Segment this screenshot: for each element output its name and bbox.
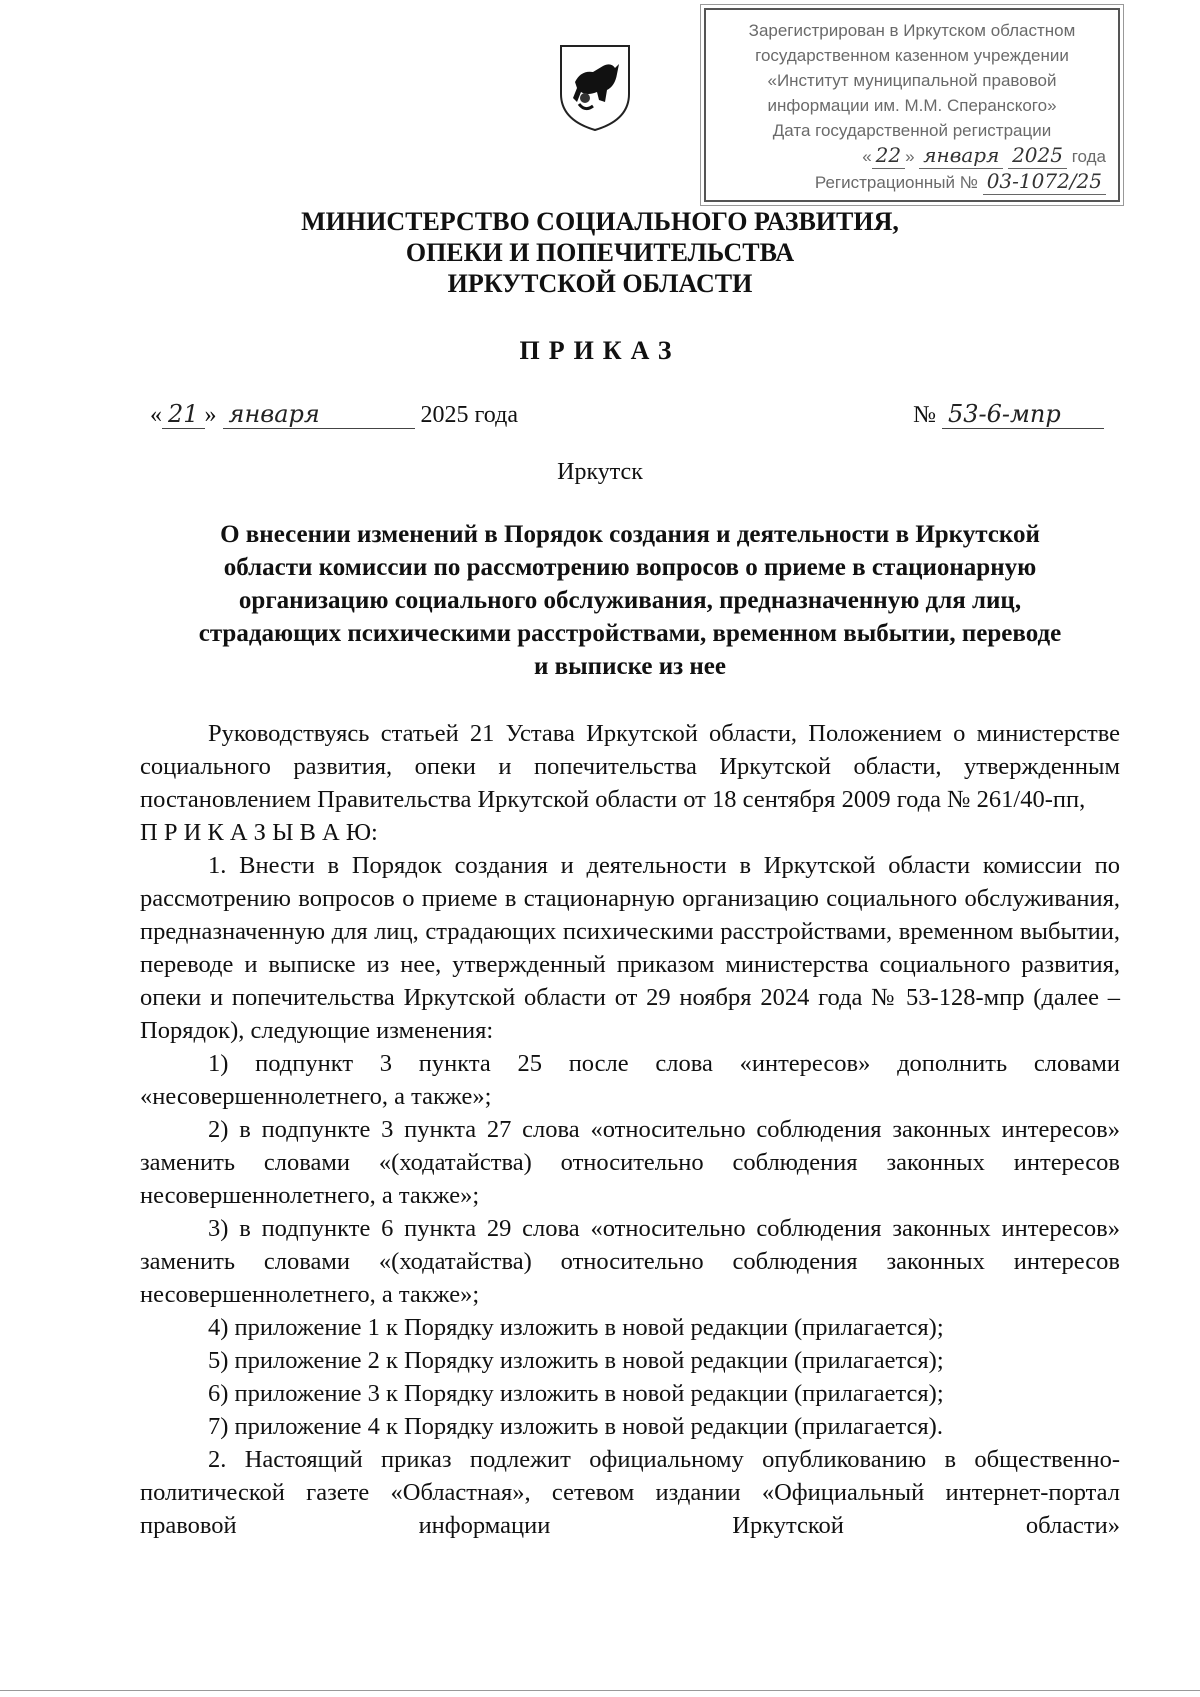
- subitem-3: 3) в подпункте 6 пункта 29 слова «относительно соблюдения законных интересов» заменить словами «(ходатайства) относительно соблюдения законных интересов несовершеннолетнего, а также»;: [140, 1215, 1120, 1308]
- order-title: ПРИКАЗ: [519, 336, 681, 365]
- stamp-reg-number: 03-1072/25: [983, 169, 1106, 195]
- page-bottom-rule: [0, 1690, 1200, 1691]
- item-1-paragraph: 1. Внести в Порядок создания и деятельности в Иркутской области комиссии по рассмотрению вопросов о приеме в стационарную организацию социального обслуживания, предназначенную для лиц, страдающих психическими расстройствами, временном выбытии, переводе и выписке из нее, утвержденный приказом министерства социального развития, опеки и попечительства Иркутской области от 29 ноября 2024 года № 53-128-мпр (далее – Порядок), следующие изменения:: [140, 852, 1120, 1044]
- stamp-registration-number: [706, 169, 1118, 195]
- order-subject: [140, 518, 1120, 683]
- order-number: [913, 400, 1104, 429]
- ministry-line: ОПЕКИ И ПОПЕЧИТЕЛЬСТВА: [405, 238, 795, 267]
- order-date-day: 21: [162, 400, 205, 429]
- order-date-month: января: [223, 400, 415, 429]
- stamp-line: информации им. М.М. Сперанского»: [767, 96, 1057, 115]
- stamp-registration-date: « 22 » января 2025 года: [862, 143, 1106, 167]
- subitem-1: 1) подпункт 3 пункта 25 после слова «интересов» дополнить словами «несовершеннолетнего, а также»;: [140, 1050, 1120, 1110]
- subitem-4: 4) приложение 1 к Порядку изложить в новой редакции (прилагается);: [208, 1314, 944, 1341]
- subject-line: организацию социального обслуживания, предназначенную для лиц,: [238, 587, 1022, 614]
- ministry-header: [0, 206, 1200, 299]
- subject-line: и выписке из нее: [533, 653, 726, 680]
- stamp-date-year: 2025: [1008, 143, 1067, 169]
- stamp-line: государственном казенном учреждении: [755, 46, 1069, 65]
- stamp-date-day: 22: [872, 143, 905, 169]
- stamp-date-month: января: [919, 143, 1003, 169]
- order-date: « 21 » января 2025 года: [150, 400, 518, 428]
- order-date-year: 2025 года: [420, 402, 518, 428]
- order-number-label: №: [913, 402, 936, 428]
- subitem-7: 7) приложение 4 к Порядку изложить в новой редакции (прилагается).: [208, 1413, 943, 1440]
- stamp-line: Зарегистрирован в Иркутском областном: [748, 21, 1076, 40]
- subject-line: О внесении изменений в Порядок создания и деятельности в Иркутской: [220, 521, 1040, 548]
- order-number-value: 53-6-мпр: [942, 400, 1104, 429]
- stamp-line: Дата государственной регистрации: [772, 121, 1052, 140]
- subitem-5: 5) приложение 2 к Порядку изложить в новой редакции (прилагается);: [208, 1347, 944, 1374]
- subitem-6: 6) приложение 3 к Порядку изложить в новой редакции (прилагается);: [208, 1380, 944, 1407]
- item-2-paragraph: 2. Настоящий приказ подлежит официальному опубликованию в общественно-политической газете «Областная», сетевом издании «Официальный интернет-портал правовой информации Иркутской области»: [140, 1446, 1120, 1539]
- coat-of-arms-icon: [557, 42, 633, 134]
- decree-line: П Р И К А З Ы В А Ю:: [140, 819, 378, 846]
- subject-line: страдающих психическими расстройствами, временном выбытии, переводе: [198, 620, 1062, 647]
- preamble-paragraph: Руководствуясь статьей 21 Устава Иркутской области, Положением о министерстве социального развития, опеки и попечительства Иркутской области, утвержденным постановлением Правительства Иркутской области от 18 сентября 2009 года № 261/40-пп,: [140, 720, 1120, 813]
- stamp-line: «Институт муниципальной правовой: [767, 71, 1057, 90]
- subject-line: области комиссии по рассмотрению вопросов о приеме в стационарную: [223, 554, 1037, 581]
- stamp-reg-label: Регистрационный №: [814, 173, 978, 192]
- registration-stamp: [704, 8, 1120, 202]
- stamp-date-suffix: года: [1071, 147, 1106, 166]
- subitem-2: 2) в подпункте 3 пункта 27 слова «относительно соблюдения законных интересов» заменить словами «(ходатайства) относительно соблюдения законных интересов несовершеннолетнего, а также»;: [140, 1116, 1120, 1209]
- ministry-line: МИНИСТЕРСТВО СОЦИАЛЬНОГО РАЗВИТИЯ,: [301, 207, 899, 236]
- ministry-line: ИРКУТСКОЙ ОБЛАСТИ: [447, 269, 753, 298]
- city: Иркутск: [557, 459, 643, 485]
- order-body: [140, 717, 1120, 1542]
